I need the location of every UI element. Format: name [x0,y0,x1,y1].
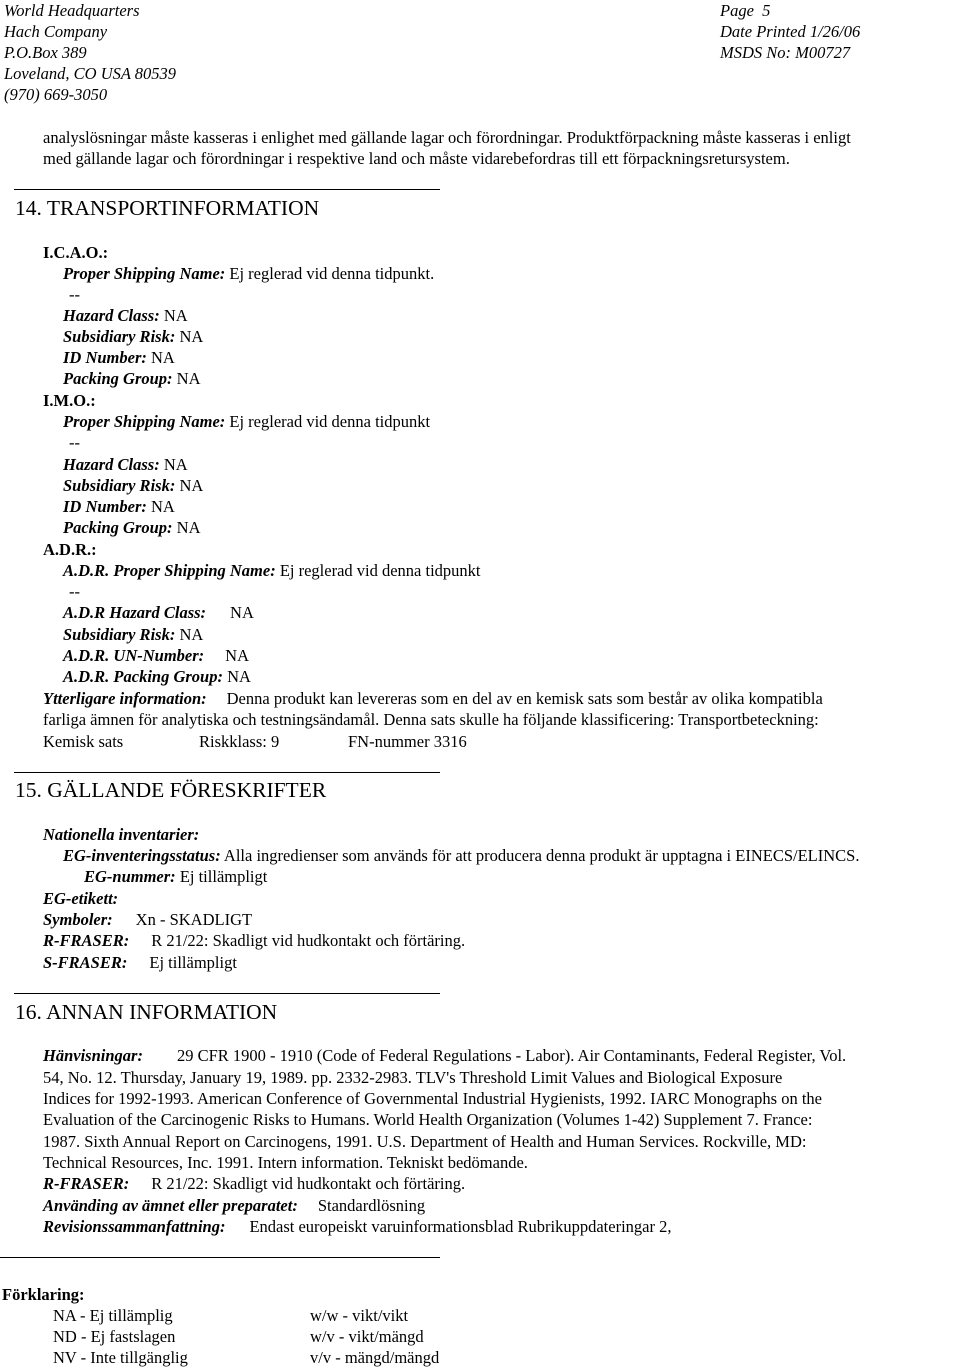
national-inventory-label: Nationella inventarier: [43,825,200,844]
symbols: Symboler: Xn - SKADLIGT [43,910,253,929]
icao-label: I.C.A.O.: [43,243,109,262]
imo-pg: Packing Group: NA [63,518,201,537]
imo-psn: Proper Shipping Name: Ej reglerad vid denna tidpunkt [63,412,431,431]
kit-class: Riskklass: 9 [199,732,280,751]
section-14-heading: 14. TRANSPORTINFORMATION [15,196,320,220]
legend-item: ND - Ej fastslagen [53,1327,176,1346]
header-line: (970) 669-3050 [4,85,108,104]
references-line: 1987. Sixth Annual Report on Carcinogens, 1991. U.S. Department of Health and Human Services. Rockville, MD: [43,1132,807,1151]
extra-info-line1: Ytterligare information: Denna produkt kan levereras som en del av en kemisk sats som består av olika kompatibla [43,689,823,708]
icao-pg: Packing Group: NA [63,369,201,388]
header-line: Loveland, CO USA 80539 [4,64,177,83]
imo-subrisk: Subsidiary Risk: NA [63,476,204,495]
section-16-heading: 16. ANNAN INFORMATION [15,1000,278,1024]
references-label: Hänvisningar: [43,1046,143,1065]
r-phrases: R-FRASER: R 21/22: Skadligt vid hudkontakt och förtäring. [43,931,466,950]
references-line: Indices for 1992-1993. American Conference of Governmental Industrial Hygienists, 1992. IARC Monographs on the [43,1089,822,1108]
legend-item: NA - Ej tillämplig [53,1306,173,1325]
revision-summary: Revisionssammanfattning: Endast europeiskt varuinformationsblad Rubrikuppdateringar 2, [43,1217,672,1236]
references-line: Evaluation of the Carcinogenic Risks to Humans. World Health Organization (Volumes 1-42) Supplement 7. France: [43,1110,813,1129]
r-phrases-other: R-FRASER: R 21/22: Skadligt vid hudkontakt och förtäring. [43,1174,466,1193]
adr-pg: A.D.R. Packing Group: NA [63,667,251,686]
references-line: 54, No. 12. Thursday, January 19, 1989. pp. 2332-2983. TLV's Threshold Limit Values and Biological Exposure [43,1068,783,1087]
eg-number: EG-nummer: Ej tillämpligt [84,867,268,886]
adr-hazard: A.D.R Hazard Class: NA [63,603,254,622]
s-phrases: S-FRASER: Ej tillämpligt [43,953,237,972]
legend-title: Förklaring: [2,1285,85,1304]
icao-psn: Proper Shipping Name: Ej reglerad vid denna tidpunkt. [63,264,435,283]
use-of-substance: Använding av ämnet eller preparatet: Standardlösning [43,1196,426,1215]
icao-subrisk: Subsidiary Risk: NA [63,327,204,346]
eg-inventory-status: EG-inventeringsstatus: Alla ingredienser som används för att producera denna produkt är upptagna i EINECS/ELINCS. [63,846,860,865]
imo-label: I.M.O.: [43,391,96,410]
eg-label-label: EG-etikett: [43,889,119,908]
imo-id: ID Number: NA [63,497,175,516]
header-line: World Headquarters [4,1,140,20]
kit-fn: FN-nummer 3316 [348,732,467,751]
adr-un: A.D.R. UN-Number: NA [63,646,250,665]
header-line: Hach Company [4,22,108,41]
intro-line: med gällande lagar och förordningar i respektive land och måste vidarebefordras till ett förpackningsretursystem. [43,149,790,168]
adr-label: A.D.R.: [43,540,97,559]
legend-item: w/v - vikt/mängd [310,1327,424,1346]
adr-psn: A.D.R. Proper Shipping Name: Ej reglerad vid denna tidpunkt [63,561,481,580]
date-printed: Date Printed 1/26/06 [720,22,861,41]
msds-number: MSDS No: M00727 [720,43,851,62]
adr-subrisk: Subsidiary Risk: NA [63,625,204,644]
section-divider [14,189,440,190]
icao-dash: -- [69,285,80,304]
section-15-heading: 15. GÄLLANDE FÖRESKRIFTER [15,778,327,802]
section-divider [14,993,440,994]
icao-id: ID Number: NA [63,348,175,367]
section-divider [14,772,440,773]
imo-dash: -- [69,433,80,452]
extra-info-line2: farliga ämnen för analytiska och testningsändamål. Denna sats skulle ha följande klassificering: Transportbeteckning: [43,710,819,729]
intro-line: analyslösningar måste kasseras i enlighet med gällande lagar och förordningar. Produktförpackning måste kasseras i enligt [43,128,851,147]
page-number: Page 5 [720,1,771,20]
adr-dash: -- [69,582,80,601]
references-line: Technical Resources, Inc. 1991. Intern information. Tekniskt bedömande. [43,1153,528,1172]
legend-item: w/w - vikt/vikt [310,1306,409,1325]
references-line: 29 CFR 1900 - 1910 (Code of Federal Regulations - Labor). Air Contaminants, Federal Register, Vol. [177,1046,847,1065]
legend-item: NV - Inte tillgänglig [53,1348,188,1367]
header-line: P.O.Box 389 [4,43,87,62]
legend-item: v/v - mängd/mängd [310,1348,440,1367]
section-divider [0,1257,440,1258]
icao-hazard: Hazard Class: NA [63,306,188,325]
kit-name: Kemisk sats [43,732,124,751]
imo-hazard: Hazard Class: NA [63,455,188,474]
